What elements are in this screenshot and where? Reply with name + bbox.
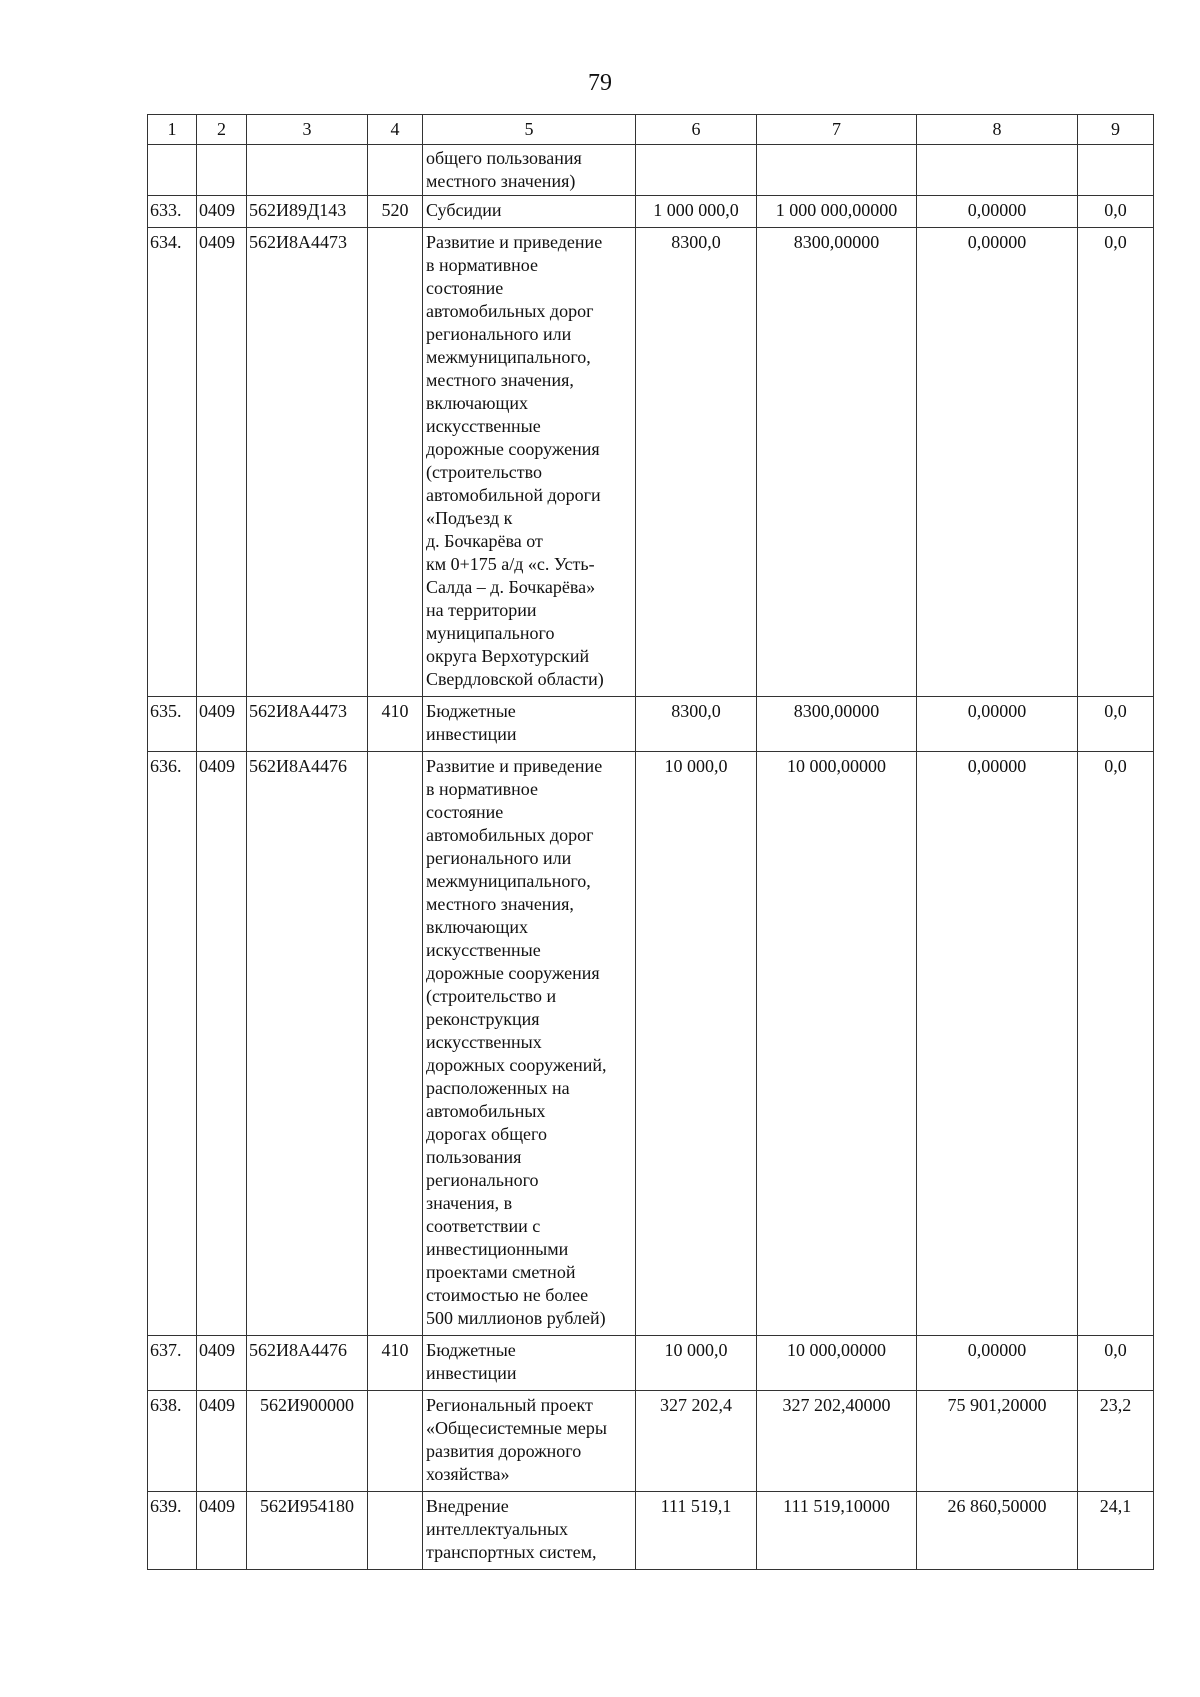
amount-approved-cell: [636, 228, 757, 697]
item-name-text: в нормативное: [426, 779, 538, 799]
item-name-cell: [423, 196, 636, 228]
row-number-text: 639.: [150, 1496, 182, 1516]
amount-planned-text: 111 519,10000: [783, 1496, 890, 1516]
table-row: [148, 697, 1154, 752]
execution-percent-text: 24,1: [1099, 1496, 1132, 1516]
amount-approved-cell: [636, 145, 757, 196]
item-name-cell: [423, 1336, 636, 1391]
execution-percent-cell: [1078, 1391, 1154, 1492]
amount-approved-text: 327 202,4: [660, 1395, 732, 1415]
amount-planned-text: 1 000 000,00000: [775, 200, 898, 220]
target-article-code-text: 562И900000: [260, 1395, 354, 1415]
section-code-cell: [197, 145, 247, 196]
execution-percent-text: 23,2: [1099, 1395, 1132, 1415]
amount-approved-cell: [636, 752, 757, 1336]
target-article-code-text: 562И8А4476: [249, 1340, 347, 1360]
target-article-code-cell: [247, 145, 368, 196]
table-row: [148, 1336, 1154, 1391]
item-name-text: автомобильной дороги: [426, 485, 601, 505]
item-name-text: Субсидии: [426, 200, 502, 220]
expense-type-code-cell: [368, 1336, 423, 1391]
page-number: 79: [588, 70, 612, 96]
amount-approved-cell: [636, 196, 757, 228]
item-name-text: дорожные сооружения: [426, 439, 600, 459]
execution-percent-cell: [1078, 228, 1154, 697]
item-name-text: включающих: [426, 917, 528, 937]
item-name-text: межмуниципального,: [426, 347, 591, 367]
execution-percent-cell: [1078, 1492, 1154, 1570]
table-row: [148, 196, 1154, 228]
item-name-cell: [423, 1492, 636, 1570]
item-name-text: Салда – д. Бочкарёва»: [426, 577, 596, 597]
row-number-text: 634.: [150, 232, 182, 252]
item-name-text: в нормативное: [426, 255, 538, 275]
execution-percent-text: 0,0: [1104, 232, 1127, 252]
item-name-text: регионального или: [426, 324, 572, 344]
target-article-code-cell: [247, 752, 368, 1336]
item-name-text: «Общесистемные меры: [426, 1418, 608, 1438]
amount-planned-cell: [757, 228, 917, 697]
row-number-text: 633.: [150, 200, 182, 220]
amount-executed-text: 0,00000: [967, 200, 1027, 220]
amount-planned-cell: [757, 1336, 917, 1391]
item-name-text: инвестиции: [426, 1363, 517, 1383]
amount-approved-text: 8300,0: [671, 232, 721, 252]
amount-planned-text: 10 000,00000: [787, 1340, 886, 1360]
amount-executed-cell: [917, 1391, 1078, 1492]
expense-type-code-cell: [368, 697, 423, 752]
item-name-text: местного значения): [426, 171, 576, 191]
item-name-text: Бюджетные: [426, 701, 516, 721]
row-number-text: 637.: [150, 1340, 182, 1360]
column-header: 5: [423, 115, 636, 145]
section-code-text: 0409: [199, 200, 235, 220]
item-name-text: соответствии с: [426, 1216, 541, 1236]
row-number-cell: [148, 697, 197, 752]
amount-planned-text: 8300,00000: [793, 701, 880, 721]
expense-type-code-text: 410: [381, 701, 409, 721]
column-header: 3: [247, 115, 368, 145]
amount-approved-cell: [636, 1391, 757, 1492]
amount-approved-text: 10 000,0: [664, 756, 728, 776]
column-header: 4: [368, 115, 423, 145]
execution-percent-text: 0,0: [1104, 1340, 1127, 1360]
item-name-text: общего пользования: [426, 148, 582, 168]
section-code-cell: [197, 752, 247, 1336]
item-name-text: состояние: [426, 278, 504, 298]
item-name-text: «Подъезд к: [426, 508, 513, 528]
item-name-cell: [423, 145, 636, 196]
amount-approved-cell: [636, 1492, 757, 1570]
item-name-text: округа Верхотурский: [426, 646, 590, 666]
item-name-text: Бюджетные: [426, 1340, 516, 1360]
amount-approved-text: 10 000,0: [664, 1340, 728, 1360]
section-code-cell: [197, 228, 247, 697]
item-name-text: д. Бочкарёва от: [426, 531, 543, 551]
amount-executed-text: 26 860,50000: [947, 1496, 1047, 1516]
target-article-code-text: 562И8А4473: [249, 232, 347, 252]
target-article-code-text: 562И954180: [260, 1496, 354, 1516]
item-name-text: значения, в: [426, 1193, 513, 1213]
item-name-text: Развитие и приведение: [426, 756, 603, 776]
execution-percent-text: 0,0: [1104, 200, 1127, 220]
amount-executed-cell: [917, 196, 1078, 228]
amount-executed-text: 0,00000: [967, 756, 1027, 776]
item-name-text: дорожные сооружения: [426, 963, 600, 983]
expense-type-code-cell: [368, 752, 423, 1336]
item-name-text: хозяйства»: [426, 1464, 510, 1484]
item-name-text: реконструкция: [426, 1009, 540, 1029]
expense-type-code-cell: [368, 228, 423, 697]
amount-planned-text: 8300,00000: [793, 232, 880, 252]
item-name-text: интеллектуальных: [426, 1519, 569, 1539]
table-row: [148, 1391, 1154, 1492]
target-article-code-cell: [247, 697, 368, 752]
target-article-code-cell: [247, 1336, 368, 1391]
row-number-cell: [148, 196, 197, 228]
amount-planned-cell: [757, 752, 917, 1336]
section-code-text: 0409: [199, 1340, 235, 1360]
item-name-text: регионального: [426, 1170, 539, 1190]
execution-percent-cell: [1078, 1336, 1154, 1391]
section-code-text: 0409: [199, 1395, 235, 1415]
item-name-text: км 0+175 а/д «с. Усть-: [426, 554, 595, 574]
target-article-code-cell: [247, 1391, 368, 1492]
amount-executed-text: 75 901,20000: [947, 1395, 1047, 1415]
item-name-cell: [423, 752, 636, 1336]
row-number-cell: [148, 1492, 197, 1570]
amount-executed-cell: [917, 145, 1078, 196]
target-article-code-text: 562И89Д143: [249, 200, 347, 220]
column-header: 9: [1078, 115, 1154, 145]
item-name-text: (строительство и: [426, 986, 557, 1006]
amount-executed-text: 0,00000: [967, 232, 1027, 252]
item-name-text: развития дорожного: [426, 1441, 582, 1461]
target-article-code-text: 562И8А4473: [249, 701, 347, 721]
section-code-text: 0409: [199, 232, 235, 252]
column-header: 6: [636, 115, 757, 145]
item-name-text: Свердловской области): [426, 669, 604, 689]
amount-planned-cell: [757, 697, 917, 752]
item-name-text: муниципального: [426, 623, 555, 643]
expense-type-code-text: 520: [381, 200, 409, 220]
section-code-cell: [197, 697, 247, 752]
execution-percent-cell: [1078, 752, 1154, 1336]
item-name-text: дорогах общего: [426, 1124, 547, 1144]
row-number-cell: [148, 145, 197, 196]
table-row: [148, 752, 1154, 1336]
item-name-cell: [423, 228, 636, 697]
item-name-text: автомобильных: [426, 1101, 546, 1121]
column-header: 1: [148, 115, 197, 145]
section-code-text: 0409: [199, 756, 235, 776]
amount-approved-cell: [636, 697, 757, 752]
amount-executed-cell: [917, 697, 1078, 752]
item-name-text: включающих: [426, 393, 528, 413]
item-name-text: транспортных систем,: [426, 1542, 597, 1562]
item-name-text: Внедрение: [426, 1496, 509, 1516]
item-name-text: Региональный проект: [426, 1395, 593, 1415]
amount-executed-text: 0,00000: [967, 1340, 1027, 1360]
column-header: 7: [757, 115, 917, 145]
row-number-text: 636.: [150, 756, 182, 776]
item-name-text: местного значения,: [426, 894, 574, 914]
amount-executed-cell: [917, 228, 1078, 697]
item-name-cell: [423, 697, 636, 752]
amount-approved-cell: [636, 1336, 757, 1391]
item-name-text: межмуниципального,: [426, 871, 591, 891]
section-code-cell: [197, 1336, 247, 1391]
expense-type-code-cell: [368, 1492, 423, 1570]
item-name-text: 500 миллионов рублей): [426, 1308, 606, 1328]
row-number-cell: [148, 1391, 197, 1492]
target-article-code-text: 562И8А4476: [249, 756, 347, 776]
section-code-text: 0409: [199, 701, 235, 721]
row-number-text: 635.: [150, 701, 182, 721]
target-article-code-cell: [247, 196, 368, 228]
execution-percent-cell: [1078, 145, 1154, 196]
item-name-text: расположенных на: [426, 1078, 570, 1098]
amount-executed-cell: [917, 752, 1078, 1336]
execution-percent-text: 0,0: [1104, 756, 1127, 776]
item-name-text: автомобильных дорог: [426, 825, 594, 845]
expense-type-code-text: 410: [381, 1340, 409, 1360]
item-name-text: автомобильных дорог: [426, 301, 594, 321]
item-name-cell: [423, 1391, 636, 1492]
amount-approved-text: 1 000 000,0: [653, 200, 739, 220]
table-row: [148, 228, 1154, 697]
item-name-text: проектами сметной: [426, 1262, 576, 1282]
item-name-text: дорожных сооружений,: [426, 1055, 607, 1075]
row-number-cell: [148, 752, 197, 1336]
item-name-text: состояние: [426, 802, 504, 822]
amount-planned-cell: [757, 196, 917, 228]
item-name-text: регионального или: [426, 848, 572, 868]
column-header: 8: [917, 115, 1078, 145]
amount-planned-text: 10 000,00000: [787, 756, 886, 776]
amount-approved-text: 111 519,1: [660, 1496, 732, 1516]
execution-percent-cell: [1078, 196, 1154, 228]
row-number-cell: [148, 228, 197, 697]
amount-planned-cell: [757, 1391, 917, 1492]
amount-planned-cell: [757, 1492, 917, 1570]
expense-type-code-cell: [368, 1391, 423, 1492]
amount-executed-cell: [917, 1492, 1078, 1570]
item-name-text: Развитие и приведение: [426, 232, 603, 252]
expense-type-code-cell: [368, 196, 423, 228]
execution-percent-cell: [1078, 697, 1154, 752]
amount-planned-text: 327 202,40000: [782, 1395, 891, 1415]
section-code-cell: [197, 1492, 247, 1570]
item-name-text: инвестиционными: [426, 1239, 569, 1259]
table-row: [148, 145, 1154, 196]
item-name-text: искусственные: [426, 416, 541, 436]
item-name-text: стоимостью не более: [426, 1285, 589, 1305]
section-code-cell: [197, 196, 247, 228]
row-number-cell: [148, 1336, 197, 1391]
execution-percent-text: 0,0: [1104, 701, 1127, 721]
target-article-code-cell: [247, 1492, 368, 1570]
header-row: [148, 115, 1154, 145]
target-article-code-cell: [247, 228, 368, 697]
item-name-text: пользования: [426, 1147, 522, 1167]
budget-table: [147, 114, 1154, 1570]
amount-executed-text: 0,00000: [967, 701, 1027, 721]
amount-approved-text: 8300,0: [671, 701, 721, 721]
section-code-cell: [197, 1391, 247, 1492]
expense-type-code-cell: [368, 145, 423, 196]
item-name-text: (строительство: [426, 462, 542, 482]
item-name-text: искусственных: [426, 1032, 542, 1052]
item-name-text: инвестиции: [426, 724, 517, 744]
item-name-text: на территории: [426, 600, 537, 620]
table-row: [148, 1492, 1154, 1570]
column-header: 2: [197, 115, 247, 145]
item-name-text: местного значения,: [426, 370, 574, 390]
table-body: [148, 145, 1154, 1570]
row-number-text: 638.: [150, 1395, 182, 1415]
amount-executed-cell: [917, 1336, 1078, 1391]
item-name-text: искусственные: [426, 940, 541, 960]
amount-planned-cell: [757, 145, 917, 196]
section-code-text: 0409: [199, 1496, 235, 1516]
